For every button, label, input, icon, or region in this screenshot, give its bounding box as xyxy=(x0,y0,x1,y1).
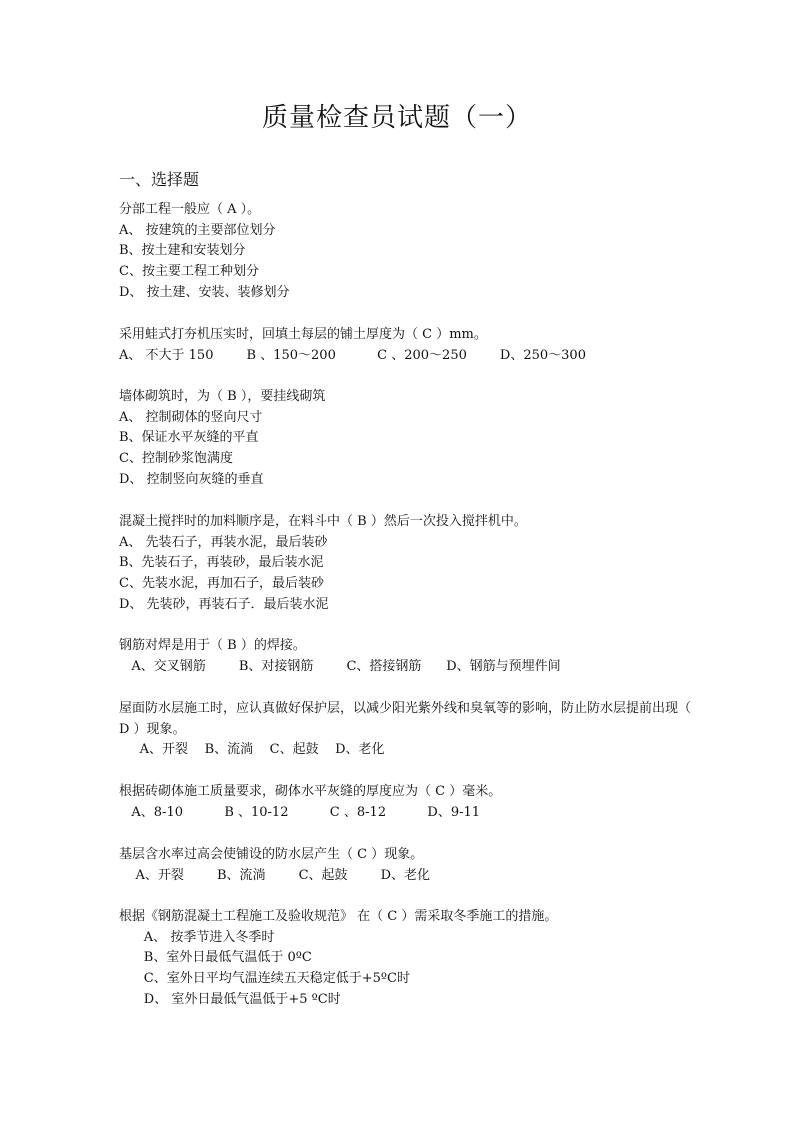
option-c: C、先装水泥，再加石子，最后装砂 xyxy=(119,576,324,592)
question-stem: 分部工程一般应（ A ）。 xyxy=(119,202,261,217)
option-a: A、 先装石子，再装水泥，最后装砂 xyxy=(119,534,328,550)
option-d: D、 按土建、安装、装修划分 xyxy=(119,284,290,300)
question-stem: 根据《钢筋混凝土工程施工及验收规范》 在（ C ）需采取冬季施工的措施。 xyxy=(119,909,558,924)
options-line: A、开裂 B、流淌 C、起鼓 D、老化 xyxy=(119,867,431,883)
option-d: D、 控制竖向灰缝的垂直 xyxy=(119,471,264,487)
question-stem: 根据砖砌体施工质量要求，砌体水平灰缝的厚度应为（ C ）毫米。 xyxy=(119,784,502,799)
option-a: A、 按建筑的主要部位划分 xyxy=(119,222,276,238)
question-7 xyxy=(119,782,689,823)
option-d: D、 先装砂，再装石子．最后装水泥 xyxy=(119,596,329,612)
option-d: D、 室外日最低气温低于+5 ºC时 xyxy=(119,991,341,1007)
option-b: B、按土建和安装划分 xyxy=(119,243,246,259)
options-line: A、开裂 B、流淌 C、起鼓 D、老化 xyxy=(119,742,385,758)
options-line: A、8-10 B 、10-12 C 、8-12 D、9-11 xyxy=(119,804,481,820)
question-6 xyxy=(119,699,691,761)
question-stem: 采用蛙式打夯机压实时，回填土每层的铺土厚度为（ C ）mm。 xyxy=(119,327,487,342)
option-a: A、 控制砌体的竖向尺寸 xyxy=(119,409,263,425)
question-stem: 混凝土搅拌时的加料顺序是，在料斗中（ B ）然后一次投入搅拌机中。 xyxy=(119,514,527,529)
options-line: A、 不大于 150 B 、150～200 C 、200～250 D、250～300 xyxy=(119,347,586,363)
option-b: B、保证水平灰缝的平直 xyxy=(119,430,259,446)
question-8 xyxy=(119,845,689,886)
question-stem: 钢筋对焊是用于（ B ）的焊接。 xyxy=(119,638,306,653)
question-9 xyxy=(119,907,689,1011)
option-c: C、室外日平均气温连续五天稳定低于+5ºC时 xyxy=(119,971,410,987)
options-line: A、交叉钢筋 B、对接钢筋 C、搭接钢筋 D、钢筋与预埋件间 xyxy=(119,658,561,674)
question-stem: 墙体砌筑时，为（ B ），要挂线砌筑 xyxy=(119,389,326,404)
section-heading: 一、选择题 xyxy=(119,170,200,189)
question-5 xyxy=(119,636,689,677)
option-a: A、 按季节进入冬季时 xyxy=(119,929,275,945)
option-b: B、先装石子，再装砂，最后装水泥 xyxy=(119,555,324,571)
question-1 xyxy=(119,200,689,304)
option-c: C、按主要工程工种划分 xyxy=(119,264,259,280)
option-c: C、控制砂浆饱满度 xyxy=(119,451,233,467)
question-2 xyxy=(119,325,689,366)
question-stem: 基层含水率过高会使铺设的防水层产生（ C ）现象。 xyxy=(119,847,424,862)
question-3 xyxy=(119,387,689,491)
page-title: 质量检查员试题（一） xyxy=(261,103,532,133)
question-stem: 屋面防水层施工时，应认真做好保护层，以减少阳光紫外线和臭氧等的影响，防止防水层提前出现（ D ）现象。 xyxy=(119,701,692,737)
question-4 xyxy=(119,512,689,616)
option-b: B、室外日最低气温低于 0ºC xyxy=(119,950,312,966)
